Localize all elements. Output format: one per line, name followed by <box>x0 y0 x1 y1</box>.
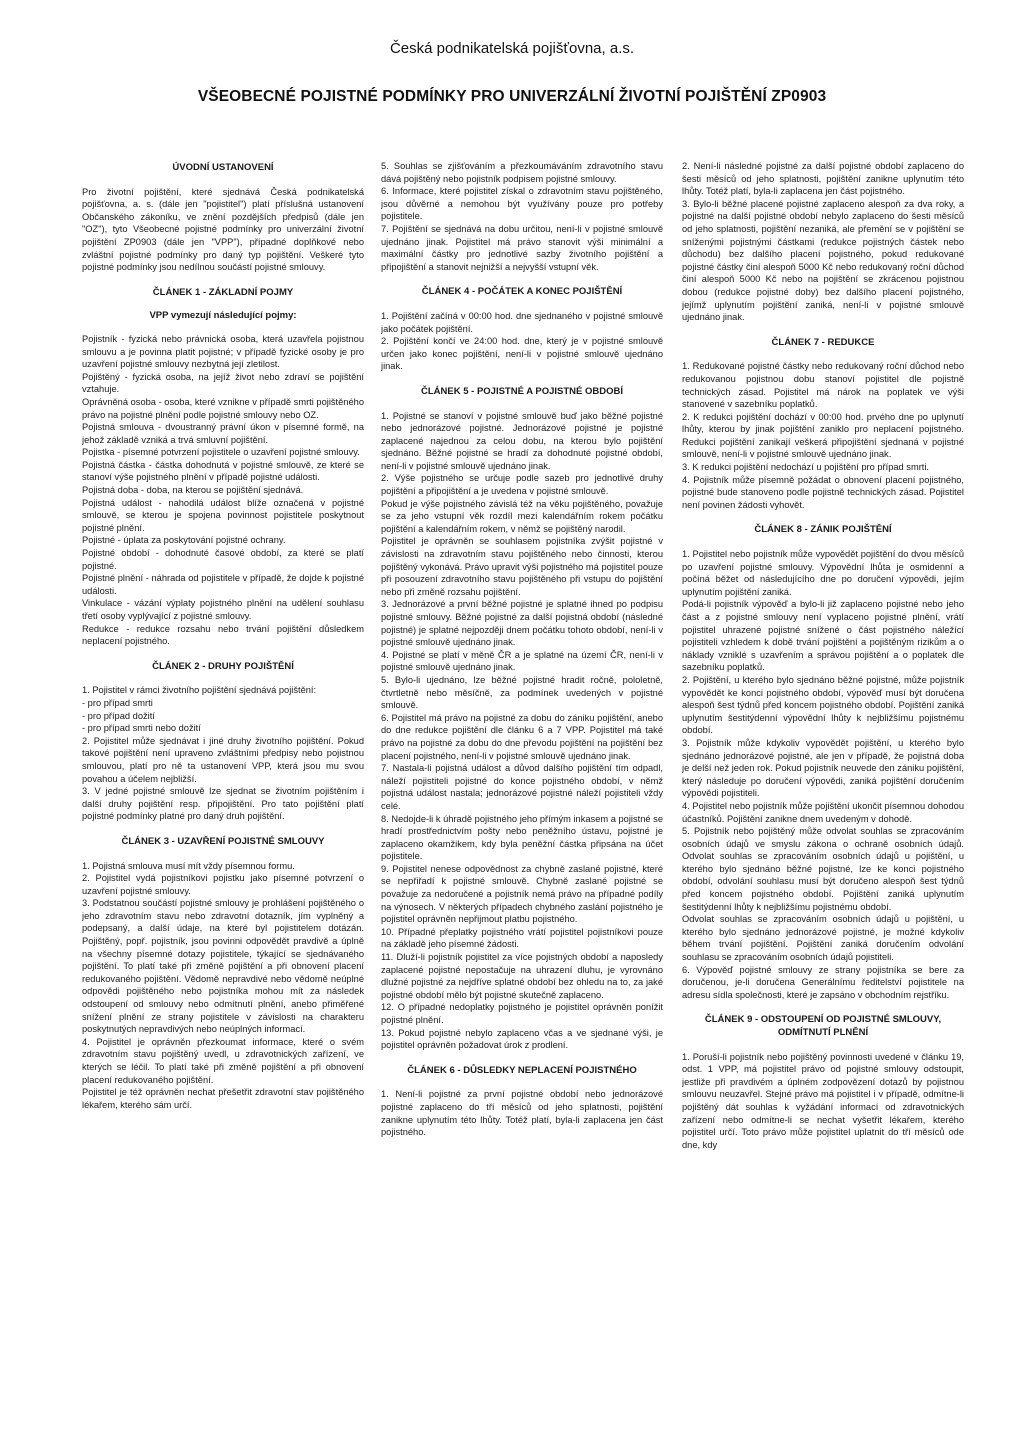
paragraph: 1. Není-li pojistné za první pojistné období nebo jednorázové pojistné zaplaceno do tří měsíců od jeho splatnosti, pojištění zanikne uplynutím této lhůty. Totéž platí, byla-li zaplacena jen část pojistného. <box>381 1089 663 1138</box>
paragraph: 7. Nastala-li pojistná událost a důvod dalšího pojištění tím odpadl, náleží pojistiteli pojistné do konce pojistného období, v němž pojistná událost nastala; jednorázové pojistné náleží pojistiteli vždy celé. <box>381 763 663 811</box>
paragraph: 7. Pojištění se sjednává na dobu určitou, není-li v pojistné smlouvě ujednáno jinak. Pojistitel má právo stanovit výši minimální a maximální částky pro jednotlivé sazby životního pojištění a připojištění a stanovit nejnižší a nejvyšší vstupní věk. <box>381 223 663 272</box>
paragraph: 3. K redukci pojištění nedochází u pojištění pro případ smrti. <box>682 462 930 473</box>
section-heading: ČLÁNEK 9 - ODSTOUPENÍ OD POJISTNÉ SMLOUVY, ODMÍTNUTÍ PLNĚNÍ <box>704 1014 942 1038</box>
section-heading: ČLÁNEK 2 - DRUHY POJIŠTĚNÍ <box>152 660 294 672</box>
paragraph: 1. Poruší-li pojistník nebo pojištěný povinnosti uvedené v článku 19, odst. 1 VPP, má pojistitel právo od pojistné smlouvy odstoupit, jestliže při pravdivém a úplném zodpovězení dotazů by pojistnou smlouvu neuzavřel. Stejné právo má pojistitel i v případě, odmítne-li pojištěný dát souhlas k vyžádání informací od zdravotnických zařízení nebo odmítne-li se nechat vyšetřit lékařem, kterého pojistitel určí. Toto právo může pojistitel uplatnit do tří měsíců ode dne, kdy <box>682 1051 964 1150</box>
section-heading: ČLÁNEK 8 - ZÁNIK POJIŠTĚNÍ <box>754 524 892 536</box>
paragraph: 4. Pojistník může písemně požádat o obnovení placení pojistného, pojistné bude stanoveno podle pojistně technických zásad. Pojistitel není povinen žádosti vyhovět. <box>682 474 964 510</box>
section-heading: ČLÁNEK 4 - POČÁTEK A KONEC POJIŠTĚNÍ <box>421 286 623 298</box>
paragraph: 12. O případné nedoplatky pojistného je pojistitel oprávněn ponížit pojistné plnění. <box>381 1002 663 1025</box>
paragraph: 1. Pojistná smlouva musí mít vždy písemnou formu. <box>82 860 295 871</box>
paragraph: Odvolat souhlas se zpracováním osobních údajů u pojištění, u kterého bylo sjednáno jednorázové pojistné, je možné kdykoliv během trvání pojištění. Pojištění zaniká doručením odvolání souhlasu se zpracováním osobních údajů pojistiteli. <box>682 914 964 963</box>
paragraph: 13. Pokud pojistné nebylo zaplaceno včas a ve sjednané výši, je pojistitel oprávněn požadovat úrok z prodlení. <box>381 1027 663 1051</box>
paragraph: 9. Pojistitel nenese odpovědnost za chybně zaslané pojistné, které se nepřiřadí k pojistné smlouvě. Chybně zaslané pojistné se považuje za nedoručené a pojistník nemá právo na případné podíly na výnosech. V některých případech chybného zaslání pojistného je pojistitel oprávněn nepřijmout platbu pojistného. <box>381 863 663 925</box>
paragraph: Pro životní pojištění, které sjednává Česká podnikatelská pojišťovna, a. s. (dále jen "pojistitel") platí příslušná ustanovení Občanského zákoníku, ve znění pozdějších předpisů (dále jen "OZ"), tyto Všeobecné pojistné podmínky pro univerzální životní pojištění ZP0903 (dále jen "VPP"), případné doplňkové nebo zvláštní pojistné podmínky pro daný typ pojištění. Veškeré tyto pojistné podmínky jsou nedílnou součástí pojistné smlouvy. <box>82 186 364 273</box>
document-title: VŠEOBECNÉ POJISTNÉ PODMÍNKY PRO UNIVERZÁLNÍ ŽIVOTNÍ POJIŠTĚNÍ ZP0903 <box>197 88 827 105</box>
column-right <box>682 160 964 1430</box>
paragraph: Vinkulace - vázání výplaty pojistného plnění na udělení souhlasu třetí osoby vyplývající z pojistné smlouvy. <box>82 598 364 621</box>
paragraph: Pojistné - úplata za poskytování pojistné ochrany. <box>82 535 286 546</box>
paragraph: 1. Pojištění začíná v 00:00 hod. dne sjednaného v pojistné smlouvě jako počátek pojištění. <box>381 310 663 334</box>
paragraph: 1. Pojistné se stanoví v pojistné smlouvě buď jako běžné pojistné nebo jednorázové pojistné. Jednorázové pojistné je pojistné zaplacené najednou za celou dobu, na kterou bylo pojištění sjednáno. Běžné pojistné se hradí za dohodnuté pojistné období, není-li v pojistné smlouvě ujednáno jinak. <box>381 410 663 471</box>
paragraph: 2. Pojištění končí ve 24:00 hod. dne, který je v pojistné smlouvě určen jako konec pojištění, není-li v pojistné smlouvě ujednáno jinak. <box>381 336 663 372</box>
section-heading: ČLÁNEK 3 - UZAVŘENÍ POJISTNÉ SMLOUVY <box>121 835 325 847</box>
paragraph: Pojistitel je oprávněn se souhlasem pojistníka zvýšit pojistné v závislosti na zdravotním stavu pojištěného nebo činnosti, kterou pojištěný vykonává. Právo upravit výši pojistného má pojistitel pouze při posouzení zdravotního stavu pojištěného při vstupu do pojištění nebo při změně rozsahu pojištění. <box>381 536 663 597</box>
paragraph: 5. Bylo-li ujednáno, lze běžné pojistné hradit ročně, pololetně, čtvrtletně nebo měsíčně, za podmínek uvedených v pojistné smlouvě. <box>381 674 663 711</box>
paragraph: 3. V jedné pojistné smlouvě lze sjednat se životním pojištěním i další druhy pojištění resp. připojištění. Pro tato pojištění platí pojistné podmínky platné pro daný druh pojištění. <box>82 786 364 822</box>
paragraph: - pro případ smrti nebo dožití <box>82 723 201 734</box>
paragraph: Pojistná doba - doba, na kterou se pojištění sjednává. <box>82 485 304 496</box>
section-heading: ČLÁNEK 1 - ZÁKLADNÍ POJMY <box>152 286 294 298</box>
section-heading: ČLÁNEK 7 - REDUKCE <box>771 336 875 348</box>
column-middle <box>381 160 663 1430</box>
paragraph: Podá-li pojistník výpověď a bylo-li již zaplaceno pojistné nebo jeho část a z pojistné smlouvy není vyplaceno pojistné plnění, vrátí pojistitel uhrazené pojistné snížené o část pojistného náležící pojistiteli vzhledem k době trvání pojištění a pojištěným rizikům a o náklady vzniklé s uzavřením a správou pojištění a o poplatek dle sazebníku poplatků. <box>682 599 964 673</box>
paragraph: Pojistitel je též oprávněn nechat přešetřit zdravotní stav pojištěného lékařem, kterého sám určí. <box>82 1087 364 1110</box>
paragraph: 1. Pojistitel v rámci životního pojištění sjednává pojištění: <box>82 685 317 696</box>
section-heading: ČLÁNEK 6 - DŮSLEDKY NEPLACENÍ POJISTNÉHO <box>407 1064 637 1076</box>
paragraph: Redukce - redukce rozsahu nebo trvání pojištění důsledkem neplacení pojistného. <box>82 623 364 647</box>
paragraph: Pojistník - fyzická nebo právnická osoba, která uzavřela pojistnou smlouvu a je povinna platit pojistné; v případě fyzické osoby je pro uzavření pojistné smlouvy nezbytná její zletilost. <box>82 333 364 370</box>
paragraph: 3. Jednorázové a první běžné pojistné je splatné ihned po podpisu pojistné smlouvy. Běžné pojistné za další pojistná období (následné pojistné) je splatné nejpozději dnem počátku tohoto období, není-li v pojistné smlouvě ujednáno jinak. <box>381 599 663 648</box>
paragraph: 10. Případné přeplatky pojistného vrátí pojistitel pojistníkovi pouze na základě jeho písemné žádosti. <box>381 926 663 950</box>
paragraph: 1. Redukované pojistné částky nebo redukovaný roční důchod nebo redukovanou pojistnou dobu stanoví pojistitel dle pojistně technických zásad. Pojistitel má nárok na poplatek ve výši stanovené v sazebníku poplatků. <box>682 361 964 410</box>
section-subheading: VPP vymezují následující pojmy: <box>149 310 297 322</box>
paragraph: 2. Pojistitel vydá pojistníkovi pojistku jako písemné potvrzení o uzavření pojistné smlouvy. <box>82 873 364 896</box>
paragraph: 6. Pojistitel má právo na pojistné za dobu do zániku pojištění, anebo do dne redukce pojištění dle článku 6 a 7 VPP. Pojistitel má také právo na pojistné za dobu do dne převodu pojištění na pojištění bez placení pojistného, není-li v pojistné smlouvě ujednáno jinak. <box>381 712 663 761</box>
paragraph: 3. Bylo-li běžné placené pojistné zaplaceno alespoň za dva roky, a pojistné na další pojistné období nebylo zaplaceno do šesti měsíců od jeho splatnosti, pojištění nezaniká, ale přemění se v pojištění se sníženými pojistnými částkami (redukce pojistných částek nebo důchodu) bez dalšího placení pojistného, pokud redukované pojistné částky činí alespoň 5000 Kč nebo redukovaný roční důchod činí alespoň 5000 Kč nebo na pojištění se zkrácenou pojistnou dobou (redukce pojistné doby) bez dalšího placení pojistného, jejímž uplynutím pojištění zaniká, není-li v pojistné smlouvě ujednáno jinak. <box>682 198 964 323</box>
paragraph: - pro případ smrti <box>82 697 153 708</box>
paragraph: 1. Pojistitel nebo pojistník může vypovědět pojištění do dvou měsíců po uzavření pojistné smlouvy. Výpovědní lhůta je osmidenní a počíná běžet od následujícího dne po doručení výpovědi, jejím uplynutím pojištění zaniká. <box>682 549 964 597</box>
paragraph: 6. Výpověď pojistné smlouvy ze strany pojistníka se bere za doručenou, je-li doručena Generálnímu ředitelství pojistitele na adresu sídla společnosti, které je zapsáno v obchodním rejstříku. <box>682 964 964 1000</box>
paragraph: Pojistné plnění - náhrada od pojistitele v případě, že dojde k pojistné události. <box>82 573 364 596</box>
paragraph: 2. Není-li následné pojistné za další pojistné období zaplaceno do šesti měsíců od jeho splatnosti, pojištění zanikne uplynutím této lhůty. Totéž platí, byla-li zaplacena jen část pojistného. <box>682 161 964 197</box>
paragraph: 4. Pojistitel je oprávněn přezkoumat informace, které o svém zdravotním stavu pojištěný uvedl, u zdravotnických zařízení, ve kterých se léčil. To platí také při změně pojištění a při obnovení placení redukovaného pojištění. <box>82 1036 364 1085</box>
paragraph: Pojistné období - dohodnuté časové období, za které se platí pojistné. <box>82 548 364 571</box>
paragraph: Oprávněná osoba - osoba, které vznikne v případě smrti pojištěného právo na pojistné plnění podle pojistné smlouvy nebo OZ. <box>82 396 364 420</box>
paragraph: 6. Informace, které pojistitel získal o zdravotním stavu pojištěného, jsou důvěrné a nemohou být využívány pouze pro potřeby pojistitele. <box>381 186 663 222</box>
paragraph: 2. Pojistitel může sjednávat i jiné druhy životního pojištění. Pokud takové pojištění není upraveno zvláštními předpisy nebo pojistnou smlouvou, platí pro ně ta ustanovení VPP, která jsou mu svou povahou a účelem nejbližší. <box>82 735 364 784</box>
paragraph: 2. K redukci pojištění dochází v 00:00 hod. prvého dne po uplynutí lhůty, kterou by jinak pojištění zaniklo pro neplacení pojistného. Redukci pojištění zanikají veškerá připojištění sjednaná v pojistné smlouvě, není-li v pojistné smlouvě ujednáno jinak. <box>682 411 964 460</box>
paragraph: Pojistka - písemné potvrzení pojistitele o uzavření pojistné smlouvy. <box>82 447 360 458</box>
paragraph: 11. Dluží-li pojistník pojistitel za více pojistných období a naposledy zaplacené pojistné nepostačuje na uhrazení dluhu, je vyrovnáno dlužné pojistné za nejdříve splatné období bez ohledu na to, za jaké pojistné období mělo být pojistné skutečně zaplaceno. <box>381 952 663 1000</box>
paragraph: Pojistná částka - částka dohodnutá v pojistné smlouvě, ze které se stanoví výše pojistného plnění v případě pojistné události. <box>82 459 364 483</box>
paragraph: 4. Pojistitel nebo pojistník může pojištění ukončit písemnou dohodou účastníků. Pojištění zanikne dnem uvedeným v dohodě. <box>682 800 964 824</box>
paragraph: 5. Pojistník nebo pojištěný může odvolat souhlas se zpracováním osobních údajů ve smyslu zákona o ochraně osobních údajů. Odvolat souhlas se zpracováním osobních údajů u pojištění, u kterého bylo sjednáno běžné pojistné, lze ke konci pojistného období, odvolání souhlasu musí být doručeno alespoň šest týdnů před koncem pojistného období. Pojištění zaniká uplynutím šestitýdenní lhůty k nejbližšímu pojistnému období. <box>682 826 964 912</box>
paragraph: 2. Pojištění, u kterého bylo sjednáno běžné pojistné, může pojistník vypovědět ke konci pojistného období, výpověď musí být doručena alespoň šest týdnů před koncem pojistného období. Pojištění zaniká uplynutím šestitýdenní výpovědní lhůty k nejbližšímu pojistnému období. <box>682 674 964 736</box>
company-name: Česká podnikatelská pojišťovna, a.s. <box>389 40 635 57</box>
paragraph: 2. Výše pojistného se určuje podle sazeb pro jednotlivé druhy pojištění a připojištění a je uvedena v pojistné smlouvě. <box>381 473 663 497</box>
paragraph: Pojištěný - fyzická osoba, na jejíž život nebo zdraví se pojištění vztahuje. <box>82 371 364 395</box>
paragraph: Pokud je výše pojistného závislá též na věku pojištěného, považuje se za jeho vstupní věk rozdíl mezi kalendářním rokem počátku pojištění a kalendářním rokem, v němž se pojištěný narodil. <box>381 498 663 534</box>
paragraph: Pojistná událost - nahodilá událost blíže označená v pojistné smlouvě, se kterou je spojena povinnost pojistitele poskytnout pojistné plnění. <box>82 497 364 533</box>
section-heading: ČLÁNEK 5 - POJISTNÉ A POJISTNÉ OBDOBÍ <box>421 385 623 397</box>
paragraph: Pojistná smlouva - dvoustranný právní úkon v písemné formě, na jehož základě vzniká a trvá smluvní pojištění. <box>82 422 364 445</box>
section-heading: ÚVODNÍ USTANOVENÍ <box>172 162 274 173</box>
paragraph: 3. Pojistník může kdykoliv vypovědět pojištění, u kterého bylo sjednáno jednorázové pojistné, ale jen v případě, že pojistná doba je delší než jeden rok. Pokud pojistník neuvede den zániku pojištění, který následuje po doručení výpovědi, zaniká pojištění doručením výpovědi pojistiteli. <box>682 737 964 799</box>
paragraph: 5. Souhlas se zjišťováním a přezkoumáváním zdravotního stavu dává pojištěný nebo pojistník podpisem pojistné smlouvy. <box>381 161 663 184</box>
paragraph: 4. Pojistné se platí v měně ČR a je splatné na území ČR, není-li v pojistné smlouvě ujednáno jinak. <box>381 649 663 673</box>
paragraph: 3. Podstatnou součástí pojistné smlouvy je prohlášení pojištěného o jeho zdravotním stavu nebo zdravotní dotazník, jím vyplněný a podepsaný, a další údaje, na které byl pojistitelem dotázán. Pojištěný, popř. pojistník, jsou povinni odpovědět pravdivě a úplně na všechny písemné dotazy pojistitele, týkající se sjednávaného pojištění. To platí také při změně pojištění a při obnovení placení redukovaného pojištění. Vědomě nepravdivé nebo vědomě neúplné odpovědi pojištěného nebo pojistníka mohou mít za následek odstoupení od smlouvy nebo odmítnutí plnění, anebo přiměřené snížení plnění ze strany pojistitele v závislosti na charakteru poskytnutých nepravdivých nebo neúplných informací. <box>82 898 364 1035</box>
paragraph: - pro případ dožití <box>82 710 155 721</box>
column-left <box>82 160 364 1430</box>
paragraph: 8. Nedojde-li k úhradě pojistného jeho přímým inkasem a pojistné se hradí prostřednictvím pošty nebo peněžního ústavu, pojistné je zaplaceno okamžikem, kdy byla peněžní částka připsána na účet pojistitele. <box>381 813 663 862</box>
